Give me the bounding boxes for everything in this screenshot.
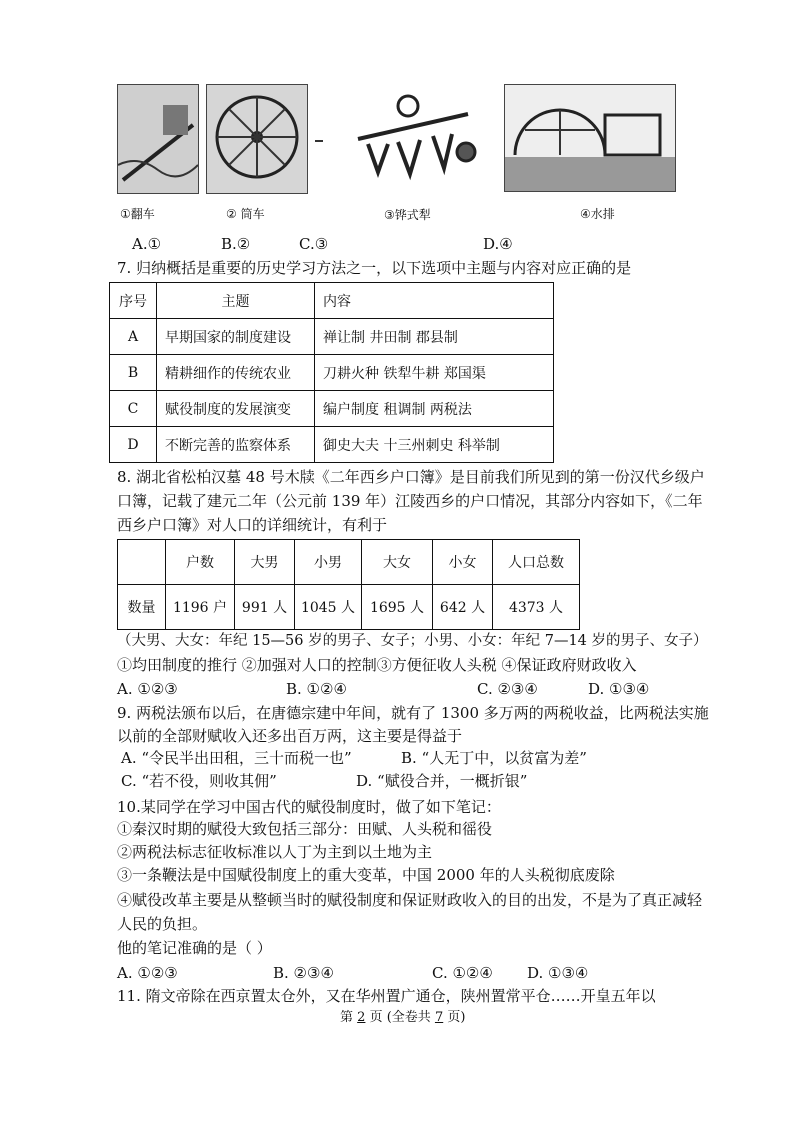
q7-row-d-no: D [110, 427, 157, 463]
q9-stem-1: 9. 两税法颁布以后，在唐德宗建中年间，就有了 1300 多万两的两税收益，比两税法实施 [117, 704, 709, 722]
q11-stem: 11. 隋文帝除在西京置太仓外，又在华州置广通仓，陕州置常平仓……开皇五年以 [117, 987, 656, 1005]
q7-row-b-theme: 精耕细作的传统农业 [157, 355, 315, 391]
q7-row-c-no: C [110, 391, 157, 427]
footer-total-pages: 7 [434, 1010, 444, 1025]
q8-cell-xiaonan: 1045 人 [295, 585, 362, 630]
q7-row-a-content: 禅让制 井田制 郡县制 [315, 319, 554, 355]
q7-row-a-theme: 早期国家的制度建设 [157, 319, 315, 355]
q8-row-label: 数量 [118, 585, 166, 630]
q6-option-d: D.④ [483, 235, 513, 253]
q8-header-xiaonan: 小男 [295, 540, 362, 585]
q7-row-d-theme: 不断完善的监察体系 [157, 427, 315, 463]
q9-option-d: D. “赋役合并，一概折银” [356, 772, 528, 790]
q8-option-d: D. ①③④ [588, 680, 650, 698]
q7-table [109, 282, 554, 463]
q8-header-danv: 大女 [362, 540, 433, 585]
huashili-illustration [348, 94, 478, 190]
footer-mid: 页 (全卷共 [369, 1010, 431, 1025]
shuipai-illustration [505, 85, 675, 191]
q7-row-b-content: 刀耕火种 铁犁牛耕 郑国渠 [315, 355, 554, 391]
q8-cell-danan: 991 人 [235, 585, 295, 630]
dash-mark [315, 140, 323, 142]
footer-post: 页) [447, 1010, 466, 1025]
q8-cell-households: 1196 户 [166, 585, 235, 630]
figure-shuipai [504, 84, 676, 192]
q8-option-a: A. ①②③ [117, 680, 178, 698]
caption-3: ③铧式犁 [384, 208, 431, 222]
q8-header-total: 人口总数 [493, 540, 580, 585]
q8-cell-total: 4373 人 [493, 585, 580, 630]
figure-tongche [206, 84, 308, 194]
q8-note: （大男、大女：年纪 15—56 岁的男子、女子；小男、小女：年纪 7—14 岁的男子、女子） [117, 633, 708, 649]
q9-stem-2: 以前的全部财赋收入还多出百万两，这主要是得益于 [117, 727, 463, 745]
q6-option-b: B.② [221, 235, 251, 253]
fanche-illustration [118, 85, 198, 193]
q9-option-a: A. “令民半出田租，三十而税一也” [121, 749, 352, 767]
q10-note-4a: ④赋役改革主要是从整顿当时的赋役制度和保证财政收入的目的出发，不是为了真正减轻 [117, 891, 703, 909]
q8-stem-2: 口簿，记载了建元二年（公元前 139 年）江陵西乡的户口情况，其部分内容如下，《二年 [117, 492, 703, 510]
q9-option-b: B. “人无丁中，以贫富为差” [401, 749, 587, 767]
caption-4: ④水排 [580, 207, 615, 221]
tongche-illustration [207, 85, 307, 193]
figure-huashili [348, 94, 478, 190]
q8-stem-3: 西乡户口簿》对人口的详细统计，有利于 [117, 516, 388, 534]
caption-2: ② 筒车 [226, 207, 265, 221]
q7-header-content: 内容 [315, 283, 554, 319]
q10-note-2: ②两税法标志征收标准以人丁为主到以土地为主 [117, 843, 433, 861]
q7-stem: 7. 归纳概括是重要的历史学习方法之一，以下选项中主题与内容对应正确的是 [117, 259, 632, 277]
q7-row-a-no: A [110, 319, 157, 355]
q8-header-danan: 大男 [235, 540, 295, 585]
q8-header-blank [118, 540, 166, 585]
q8-table [117, 539, 580, 630]
q10-note-4b: 人民的负担。 [117, 915, 208, 933]
q10-option-a: A. ①②③ [117, 964, 178, 982]
caption-1: ①翻车 [120, 207, 155, 221]
q8-option-b: B. ①②④ [286, 680, 347, 698]
q8-header-households: 户数 [166, 540, 235, 585]
q7-row-c-theme: 赋役制度的发展演变 [157, 391, 315, 427]
q8-stem-1: 8. 湖北省松柏汉墓 48 号木牍《二年西乡户口簿》是目前我们所见到的第一份汉代乡级户 [117, 468, 705, 486]
footer-pre: 第 [340, 1010, 354, 1025]
q8-items: ①均田制度的推行 ②加强对人口的控制③方便征收人头税 ④保证政府财政收入 [117, 656, 637, 674]
q7-row-b-no: B [110, 355, 157, 391]
q8-cell-xiaonv: 642 人 [433, 585, 493, 630]
q6-option-a: A.① [132, 235, 162, 253]
q7-row-c-content: 编户制度 租调制 两税法 [315, 391, 554, 427]
q8-option-c: C. ②③④ [477, 680, 538, 698]
footer-page-number: 2 [357, 1010, 366, 1025]
q9-option-c: C. “若不役，则收其佣” [121, 772, 277, 790]
page-footer [340, 1011, 465, 1024]
q10-option-b: B. ②③④ [273, 964, 334, 982]
q6-option-c: C.③ [299, 235, 329, 253]
q10-stem: 10.某同学在学习中国古代的赋役制度时，做了如下笔记： [117, 798, 501, 816]
q10-option-d: D. ①③④ [527, 964, 589, 982]
q10-ask: 他的笔记准确的是（ ） [117, 939, 272, 957]
q10-option-c: C. ①②④ [432, 964, 493, 982]
q7-header-no: 序号 [110, 283, 157, 319]
q8-header-xiaonv: 小女 [433, 540, 493, 585]
q10-note-3: ③一条鞭法是中国赋役制度上的重大变革，中国 2000 年的人头税彻底废除 [117, 866, 615, 884]
q10-note-1: ①秦汉时期的赋役大致包括三部分：田赋、人头税和徭役 [117, 820, 493, 838]
q7-header-theme: 主题 [157, 283, 315, 319]
q7-row-d-content: 御史大夫 十三州刺史 科举制 [315, 427, 554, 463]
q8-cell-danv: 1695 人 [362, 585, 433, 630]
figure-fanche [117, 84, 199, 194]
